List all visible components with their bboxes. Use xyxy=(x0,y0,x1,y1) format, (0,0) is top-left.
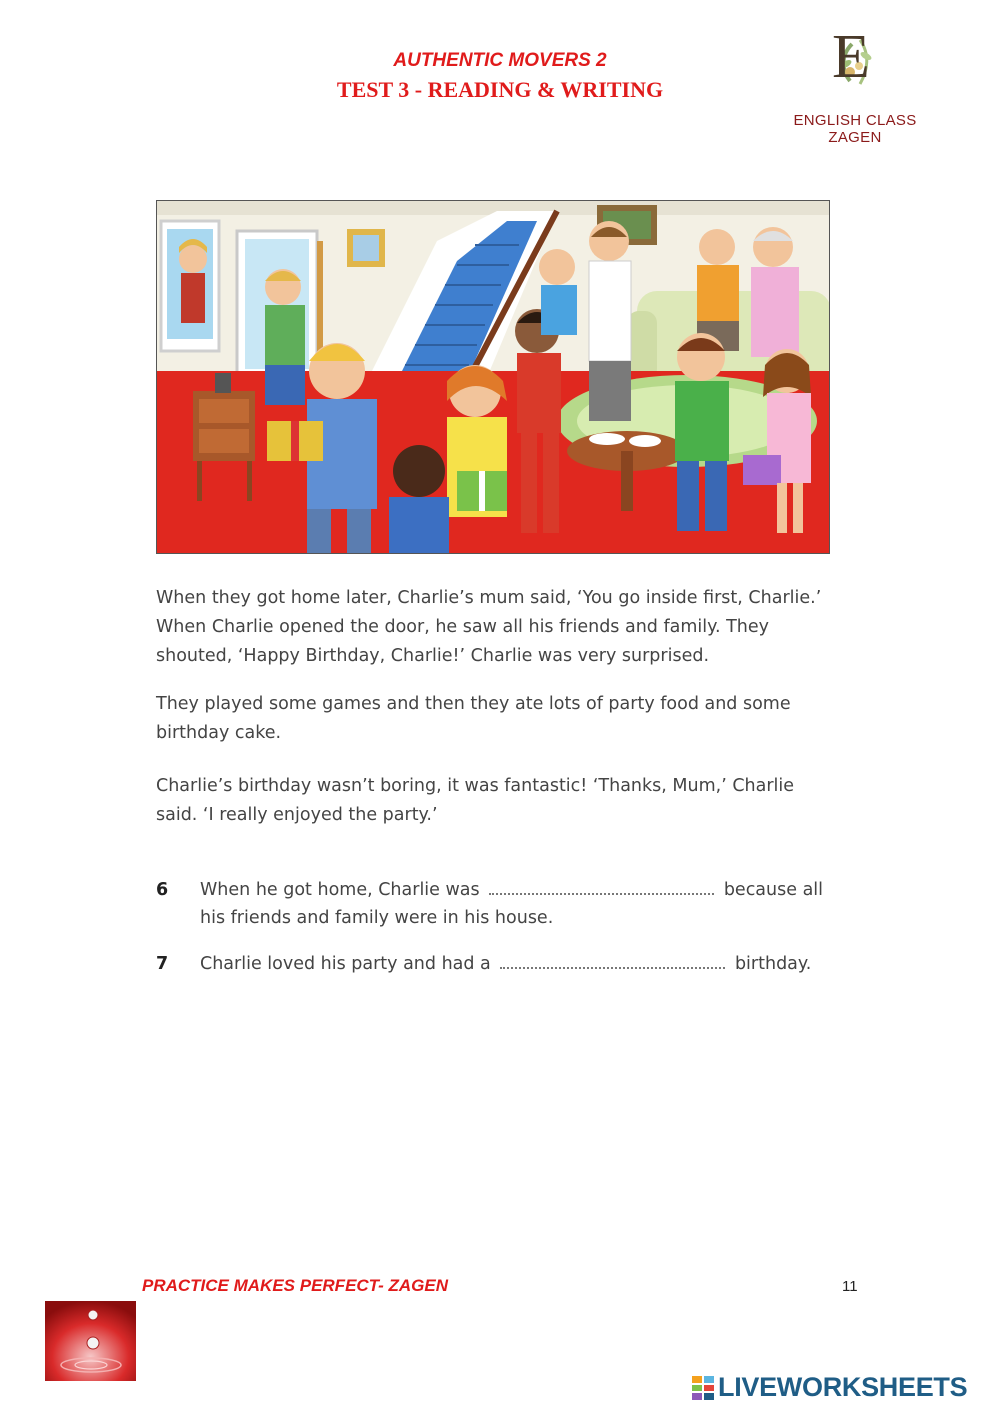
question-number: 6 xyxy=(156,880,169,900)
liveworksheets-icon xyxy=(692,1376,714,1400)
liveworksheets-brand xyxy=(692,1372,992,1404)
party-illustration xyxy=(156,200,830,554)
question-text-before: Charlie loved his party and had a xyxy=(200,954,491,974)
question-number: 7 xyxy=(156,954,169,974)
question-6 xyxy=(156,876,836,936)
story-paragraph: When they got home later, Charlie’s mum said, ‘You go inside first, Charlie.’ When Charlie opened the door, he saw all his friends and family. They shouted, ‘Happy Birthday, Charlie!’ Charlie was very surprised. xyxy=(156,588,822,666)
question-7 xyxy=(156,950,836,982)
logo-letter: E xyxy=(832,23,870,91)
page-number: 11 xyxy=(842,1278,858,1295)
question-text-after: birthday. xyxy=(734,954,812,974)
answer-blank-7[interactable] xyxy=(500,951,725,969)
worksheet-series-title: AUTHENTIC MOVERS 2 xyxy=(393,50,607,71)
question-text-after: because all his friends and family were in his house. xyxy=(200,880,824,928)
story-paragraph: They played some games and then they ate lots of party food and some birthday cake. xyxy=(156,694,791,743)
story-paragraph: Charlie’s birthday wasn’t boring, it was fantastic! ‘Thanks, Mum,’ Charlie said. ‘I really enjoyed the party.’ xyxy=(156,776,795,825)
english-class-zagen-logo xyxy=(770,23,940,146)
question-text-before: When he got home, Charlie was xyxy=(200,880,480,900)
worksheet-test-title: TEST 3 - READING & WRITING xyxy=(336,77,664,102)
water-drop-image xyxy=(45,1301,136,1381)
logo-text: ENGLISH CLASS ZAGEN xyxy=(793,112,917,146)
answer-blank-6[interactable] xyxy=(489,877,714,895)
liveworksheets-logo-text: LIVEWORKSHEETS xyxy=(718,1372,968,1402)
footer-slogan: PRACTICE MAKES PERFECT- ZAGEN xyxy=(142,1276,449,1295)
